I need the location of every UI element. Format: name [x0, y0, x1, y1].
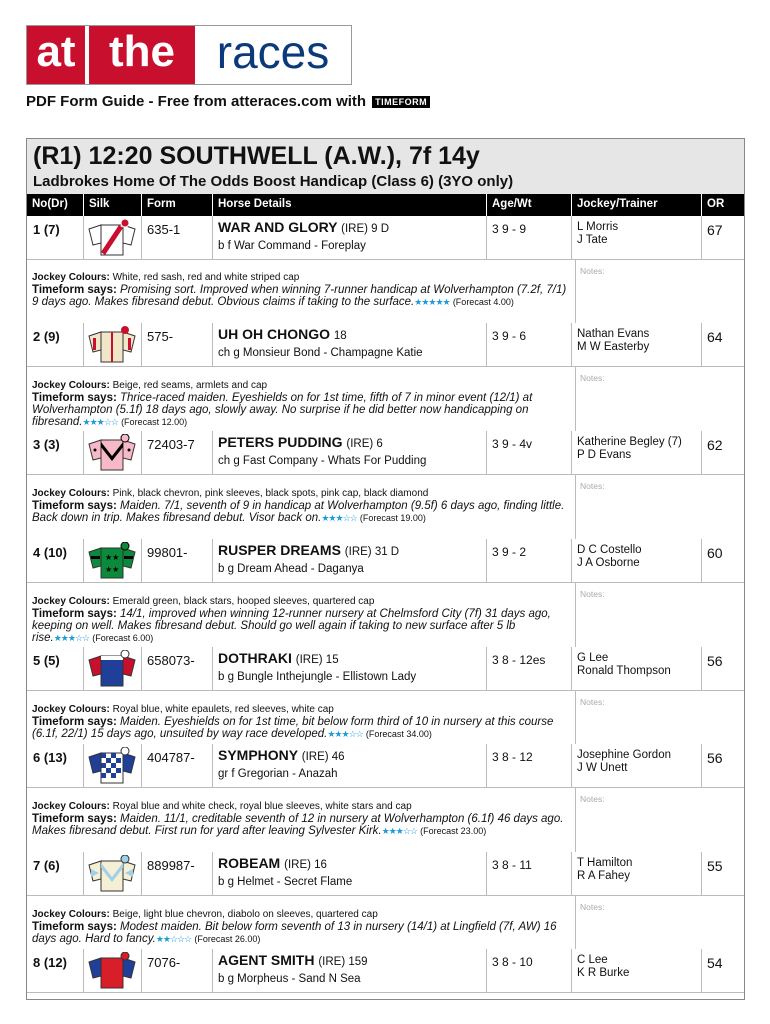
runner-form: 404787-	[147, 750, 195, 765]
horse-name[interactable]	[218, 952, 368, 968]
trainer-name[interactable]: K R Burke	[577, 967, 630, 979]
notes-box[interactable]: Notes:	[575, 260, 745, 323]
horse-breeding: b g Bungle Inthejungle - Ellistown Lady	[218, 671, 417, 683]
colours-label: Jockey Colours:	[32, 801, 110, 812]
timeform-label: Timeform says:	[32, 499, 117, 512]
notes-box[interactable]: Notes:	[575, 788, 745, 852]
runner-row	[27, 431, 744, 539]
runner-comment	[32, 704, 567, 740]
runner-number: 7 (6)	[33, 858, 60, 873]
age-weight: 3 9 - 2	[492, 545, 527, 559]
rating-stars-icon: ★★★★★	[414, 296, 450, 307]
jockey-colours: Beige, light blue chevron, diabolo on sleeves, quartered cap	[112, 909, 378, 920]
official-rating: 67	[707, 222, 723, 238]
horse-name[interactable]	[218, 219, 389, 235]
runner-number: 8 (12)	[33, 955, 67, 970]
runner-number: 5 (5)	[33, 653, 60, 668]
horse-name-text[interactable]: PETERS PUDDING	[218, 434, 343, 450]
horse-name[interactable]	[218, 650, 339, 666]
race-header	[27, 139, 744, 194]
runner-form: 575-	[147, 329, 174, 344]
official-rating: 60	[707, 545, 723, 561]
notes-box[interactable]: Notes:	[575, 691, 745, 744]
jockey-silk-icon	[87, 855, 137, 893]
timeform-says: Maiden. Eyeshields on for 1st time, bit below form third of 10 in nursery at this course (6.1f, 22/1) 15 days ago, unsuited by way race developed.	[32, 715, 554, 740]
runner-form: 72403-7	[147, 437, 195, 452]
horse-suffix: (IRE) 6	[346, 438, 383, 450]
timeform-logo: TIMEFORM	[372, 96, 430, 108]
svg-text:★★: ★★	[105, 565, 120, 574]
runner-number: 2 (9)	[33, 329, 60, 344]
logo-the: the	[85, 26, 195, 84]
jockey-silk-icon	[87, 434, 137, 472]
runner-comment	[32, 488, 567, 524]
trainer-name[interactable]: J A Osborne	[577, 557, 640, 569]
atr-logo	[26, 25, 352, 85]
age-weight: 3 8 - 12	[492, 750, 533, 764]
horse-breeding: ch g Fast Company - Whats For Pudding	[218, 455, 427, 467]
notes-box[interactable]: Notes:	[575, 896, 745, 949]
horse-breeding: b f War Command - Foreplay	[218, 240, 366, 252]
jockey-silk-icon	[87, 326, 137, 364]
timeform-says: Modest maiden. Bit below form seventh of 13 in nursery (14/1) at Lingfield (7f, AW) 16 days ago. Hard to fancy.	[32, 920, 557, 945]
horse-suffix: 18	[333, 330, 347, 342]
col-no: No(Dr)	[32, 198, 68, 210]
age-weight: 3 9 - 6	[492, 329, 527, 343]
horse-name[interactable]	[218, 542, 399, 558]
trainer-name[interactable]: Ronald Thompson	[577, 665, 671, 677]
runner-comment	[32, 801, 567, 837]
timeform-says: Maiden. 7/1, seventh of 9 in handicap at Wolverhampton (9.5f) 6 days ago, finding little. Back down in trip. Makes fibresand debut. Visor back on.	[32, 499, 565, 524]
race-title: (R1) 12:20 SOUTHWELL (A.W.), 7f 14y	[33, 142, 480, 170]
runner-row	[27, 539, 744, 647]
official-rating: 64	[707, 329, 723, 345]
runner-comment	[32, 909, 567, 945]
horse-name-text[interactable]: ROBEAM	[218, 855, 281, 871]
runner-row	[27, 323, 744, 431]
jockey-colours: Beige, red seams, armlets and cap	[112, 380, 268, 391]
runner-number: 4 (10)	[33, 545, 67, 560]
logo-races: races	[195, 26, 351, 84]
jockey-trainer	[577, 221, 618, 247]
official-rating: 56	[707, 750, 723, 766]
horse-breeding: b g Helmet - Secret Flame	[218, 876, 353, 888]
horse-suffix: (IRE) 16	[284, 859, 327, 871]
timeform-label: Timeform says:	[32, 607, 117, 620]
horse-suffix: (IRE) 9 D	[341, 223, 390, 235]
horse-name-text[interactable]: UH OH CHONGO	[218, 326, 330, 342]
jockey-trainer	[577, 652, 671, 678]
runner-row	[27, 744, 744, 852]
jockey-name[interactable]: Nathan Evans	[577, 328, 650, 340]
age-weight: 3 8 - 12es	[492, 653, 546, 667]
age-weight: 3 9 - 4v	[492, 437, 533, 451]
horse-name-text[interactable]: AGENT SMITH	[218, 952, 315, 968]
age-weight: 3 8 - 11	[492, 858, 532, 872]
runner-row	[27, 647, 744, 744]
runner-row	[27, 216, 744, 323]
tagline	[26, 93, 430, 110]
trainer-name[interactable]: J W Unett	[577, 762, 628, 774]
horse-name[interactable]	[218, 434, 383, 450]
forecast-odds: (Forecast 6.00)	[92, 632, 154, 643]
horse-suffix: (IRE) 46	[301, 751, 345, 763]
forecast-odds: (Forecast 12.00)	[121, 416, 188, 427]
age-weight: 3 8 - 10	[492, 955, 533, 969]
runner-form: 7076-	[147, 955, 181, 970]
col-silk: Silk	[89, 198, 110, 210]
official-rating: 56	[707, 653, 723, 669]
timeform-says: Maiden. 11/1, creditable seventh of 12 in nursery at Wolverhampton (6.1f) 46 days ago. Makes fibresand debut. First run for yard after leaving Sylvester Kirk.	[32, 812, 564, 837]
jockey-silk-icon	[87, 542, 137, 580]
jockey-name[interactable]: Josephine Gordon	[577, 749, 671, 761]
jockey-silk-icon	[87, 747, 137, 785]
jockey-silk-icon	[87, 952, 137, 990]
horse-suffix: (IRE) 159	[318, 956, 368, 968]
jockey-trainer	[577, 544, 642, 570]
runner-comment	[32, 596, 567, 644]
jockey-trainer	[577, 954, 629, 980]
trainer-name[interactable]: P D Evans	[577, 449, 632, 461]
notes-box[interactable]: Notes:	[575, 367, 745, 431]
runner-form: 658073-	[147, 653, 195, 668]
official-rating: 55	[707, 858, 723, 874]
timeform-label: Timeform says:	[32, 920, 117, 933]
notes-box[interactable]: Notes:	[575, 583, 745, 647]
race-subtitle: Ladbrokes Home Of The Odds Boost Handicap (Class 6) (3YO only)	[33, 173, 514, 190]
horse-name[interactable]	[218, 747, 345, 763]
col-agewt: Age/Wt	[492, 198, 532, 210]
horse-name[interactable]	[218, 855, 327, 871]
horse-suffix: (IRE) 15	[295, 654, 339, 666]
colours-label: Jockey Colours:	[32, 596, 110, 607]
runner-form: 635-1	[147, 222, 181, 237]
horse-breeding: gr f Gregorian - Anazah	[218, 768, 338, 780]
jockey-trainer	[577, 857, 632, 883]
tagline-text: PDF Form Guide - Free from atteraces.com with	[26, 93, 367, 110]
rating-stars-icon: ★★★☆☆	[321, 512, 357, 523]
horse-name-text[interactable]: DOTHRAKI	[218, 650, 292, 666]
svg-text:★★: ★★	[105, 553, 120, 562]
trainer-name[interactable]: R A Fahey	[577, 870, 631, 882]
official-rating: 62	[707, 437, 723, 453]
forecast-odds: (Forecast 26.00)	[194, 933, 261, 944]
colours-label: Jockey Colours:	[32, 272, 110, 283]
runner-row	[27, 852, 744, 949]
trainer-name[interactable]: M W Easterby	[577, 341, 650, 353]
col-details: Horse Details	[218, 198, 292, 210]
colours-label: Jockey Colours:	[32, 488, 110, 499]
jockey-name[interactable]: Katherine Begley (7)	[577, 436, 682, 448]
official-rating: 54	[707, 955, 723, 971]
runner-row	[27, 949, 744, 993]
col-jockey: Jockey/Trainer	[577, 198, 658, 210]
horse-breeding: b g Morpheus - Sand N Sea	[218, 973, 361, 985]
rating-stars-icon: ★★★☆☆	[381, 825, 417, 836]
jockey-name[interactable]: T Hamilton	[577, 857, 633, 869]
jockey-trainer	[577, 749, 671, 775]
runner-number: 1 (7)	[33, 222, 60, 237]
racecard	[26, 138, 745, 1000]
jockey-name[interactable]: L Morris	[577, 221, 619, 233]
rating-stars-icon: ★★★☆☆	[327, 728, 363, 739]
jockey-name[interactable]: G Lee	[577, 652, 609, 664]
runner-number: 6 (13)	[33, 750, 67, 765]
timeform-label: Timeform says:	[32, 283, 117, 296]
jockey-colours: Pink, black chevron, pink sleeves, black spots, pink cap, black diamond	[112, 488, 429, 499]
jockey-trainer	[577, 328, 649, 354]
forecast-odds: (Forecast 19.00)	[359, 512, 426, 523]
runner-number: 3 (3)	[33, 437, 60, 452]
rating-stars-icon: ★★☆☆☆	[155, 933, 192, 944]
col-or: OR	[707, 198, 725, 210]
horse-name-text[interactable]: WAR AND GLORY	[218, 219, 338, 235]
timeform-says: Promising sort. Improved when winning 7-runner handicap at Wolverhampton (7.2f, 7/1) 9 days ago. Makes fibresand debut. Obvious claims if taking to the surface.	[32, 283, 567, 308]
runner-comment	[32, 272, 567, 308]
forecast-odds: (Forecast 23.00)	[420, 825, 487, 836]
jockey-colours: Royal blue and white check, royal blue sleeves, white stars and cap	[112, 801, 412, 812]
horse-name-text[interactable]: SYMPHONY	[218, 747, 298, 763]
horse-breeding: ch g Monsieur Bond - Champagne Katie	[218, 347, 423, 359]
rating-stars-icon: ★★★☆☆	[53, 632, 90, 643]
forecast-odds: (Forecast 4.00)	[452, 296, 514, 307]
timeform-says: 14/1, improved when winning 12-runner nursery at Chelmsford City (7f) 31 days ago, keeping on well. Makes fibresand debut. Should go well again if taking to new surface after 5 lb rise.	[32, 607, 551, 644]
jockey-colours: Emerald green, black stars, hooped sleeves, quartered cap	[112, 596, 375, 607]
colours-label: Jockey Colours:	[32, 909, 110, 920]
notes-box[interactable]: Notes:	[575, 475, 745, 539]
jockey-colours: Royal blue, white epaulets, red sleeves, white cap	[112, 704, 334, 715]
runner-form: 889987-	[147, 858, 195, 873]
timeform-label: Timeform says:	[32, 391, 117, 404]
jockey-name[interactable]: D C Costello	[577, 544, 642, 556]
timeform-label: Timeform says:	[32, 715, 117, 728]
column-header	[27, 194, 744, 216]
age-weight: 3 9 - 9	[492, 222, 527, 236]
jockey-silk-icon	[87, 219, 137, 257]
horse-breeding: b g Dream Ahead - Daganya	[218, 563, 364, 575]
runner-comment	[32, 380, 567, 428]
trainer-name[interactable]: J Tate	[577, 234, 608, 246]
horse-suffix: (IRE) 31 D	[344, 546, 400, 558]
runner-form: 99801-	[147, 545, 188, 560]
horse-name[interactable]	[218, 326, 347, 342]
jockey-colours: White, red sash, red and white striped cap	[112, 272, 300, 283]
forecast-odds: (Forecast 34.00)	[365, 728, 432, 739]
jockey-silk-icon	[87, 650, 137, 688]
jockey-name[interactable]: C Lee	[577, 954, 608, 966]
timeform-label: Timeform says:	[32, 812, 117, 825]
horse-name-text[interactable]: RUSPER DREAMS	[218, 542, 341, 558]
rating-stars-icon: ★★★☆☆	[82, 416, 118, 427]
runner-list	[27, 216, 744, 993]
col-form: Form	[147, 198, 176, 210]
colours-label: Jockey Colours:	[32, 380, 110, 391]
timeform-says: Thrice-raced maiden. Eyeshields on for 1st time, fifth of 7 in minor event (12/1) at Wolverhampton (5.1f) 18 days ago, slowly away. No surprise if he did better now handicapping on fibresand.	[32, 391, 533, 428]
jockey-trainer	[577, 436, 682, 462]
colours-label: Jockey Colours:	[32, 704, 110, 715]
logo-at: at	[27, 26, 85, 84]
